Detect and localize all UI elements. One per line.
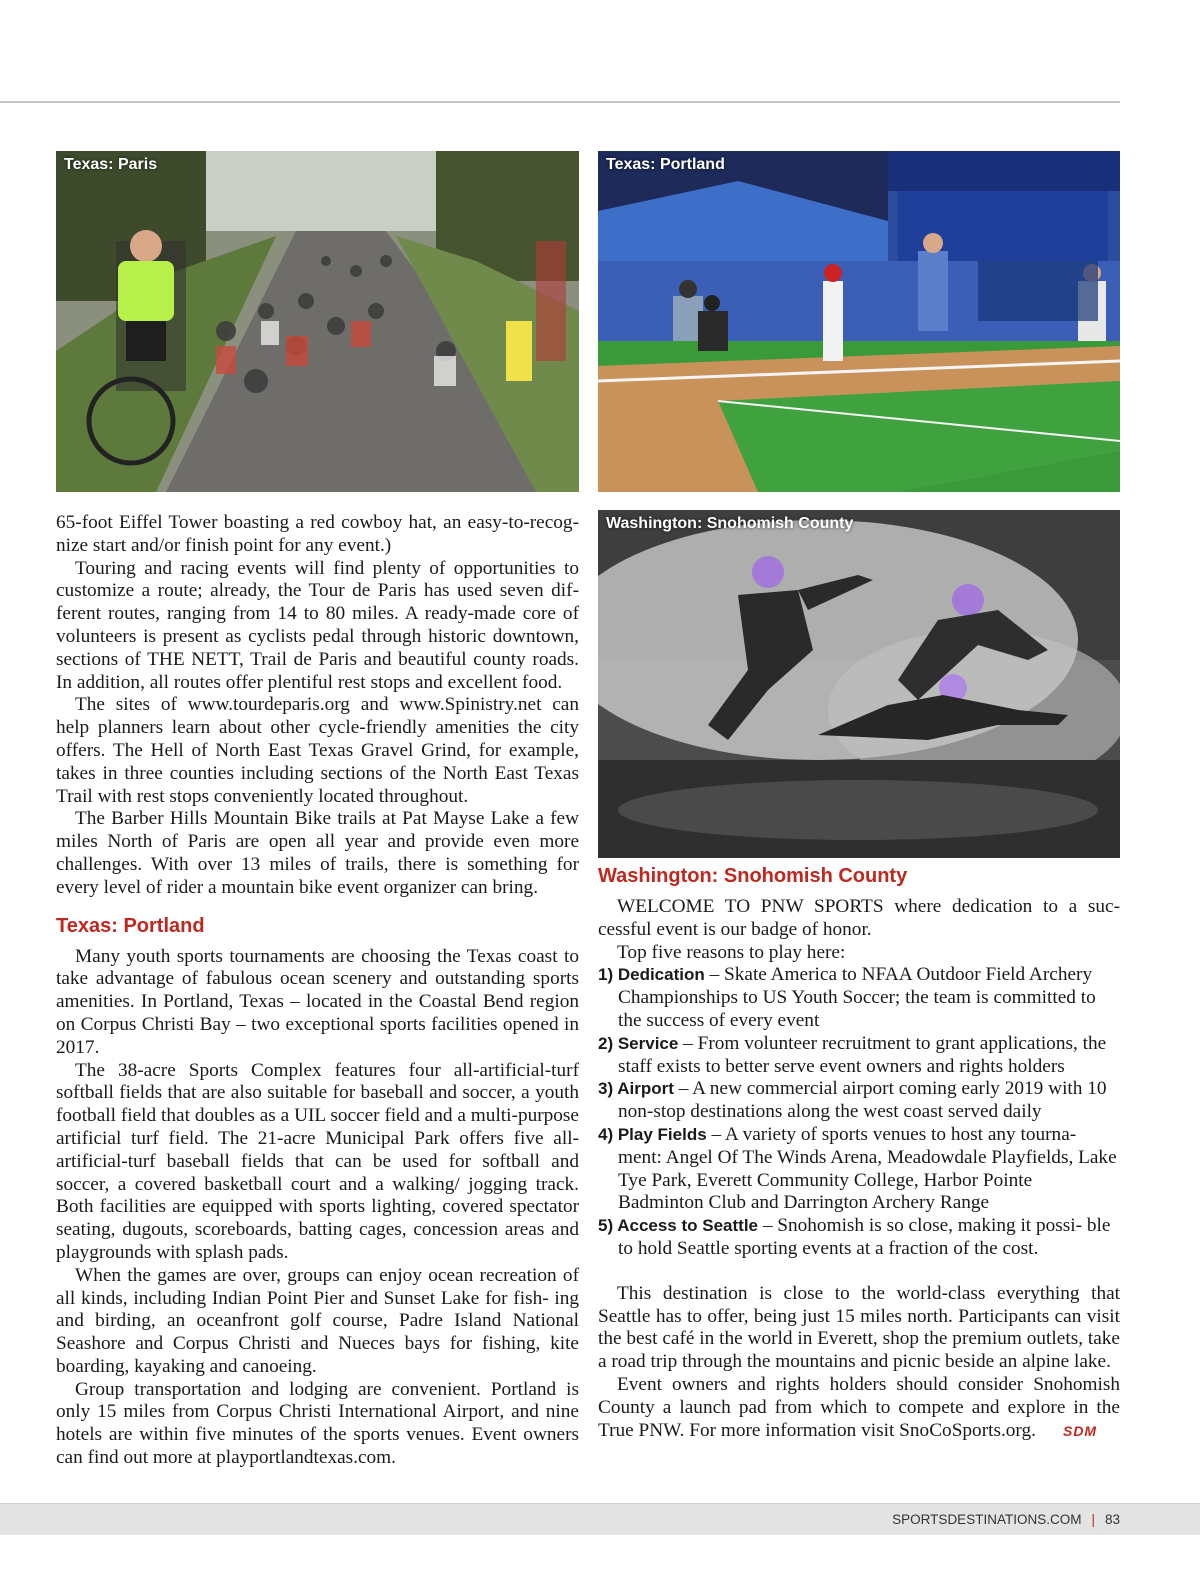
paragraph: The 38-acre Sports Complex features four all-artificial-turf softball fields that are also suitable for baseball and soccer, a youth football field that doubles as a UIL soccer field and a multi-purpose artificial turf field. The 21-acre Municipal Park offers five all-artificial-turf baseball fields that can be used for softball and soccer, a covered basketball court and a walking/ jogging track. Both facilities are equipped with sports lighting, covered spectator seating, dugouts, scoreboards, batting cages, concession areas and playgrounds with splash pads. xyxy=(56,1059,579,1263)
photo-texas-portland xyxy=(598,151,1120,492)
list-item xyxy=(598,1124,1120,1215)
paragraph: The sites of www.tourdeparis.org and www.Spinistry.net can help planners learn about other cycle-friendly amenities the city offers. The Hell of North East Texas Gravel Grind, for example, takes in three counties including sections of the North East Texas Trail with rest stops conveniently located throughout. xyxy=(56,694,579,807)
paragraph: Top five reasons to play here: xyxy=(617,941,846,963)
right-column xyxy=(598,864,1120,1442)
list-item-text: – Skate America to NFAA Outdoor Field Archery Championships to US Youth Soccer; the team is committed to the success of every event xyxy=(618,964,1096,1031)
photo-caption: Texas: Portland xyxy=(606,156,725,173)
paragraph: This destination is close to the world-class everything that Seattle has to offer, being just 15 miles north. Participants can visit the best café in the world in Everett, shop the premium outlets, take a road trip through the mountains and picnic beside an alpine lake. xyxy=(598,1282,1120,1373)
footer-site: SPORTSDESTINATIONS.COM xyxy=(892,1512,1082,1527)
baseball-photo xyxy=(598,151,1120,492)
list-item-lead: 2) Service xyxy=(598,1033,679,1053)
paragraph: When the games are over, groups can enjoy ocean recreation of all kinds, including Indian Point Pier and Sunset Lake for fish- ing and birding, an oceanfront golf course, Padre Island National Seashore and Corpus Christi and Nueces bays for fishing, kite boarding, kayaking and canoeing. xyxy=(56,1264,579,1377)
paragraph xyxy=(598,1374,1120,1442)
list-item-lead: 5) Access to Seattle xyxy=(598,1216,758,1236)
list-item-text: – A new commercial airport coming early 2019 with 10 non-stop destinations along the west coast served daily xyxy=(618,1078,1107,1123)
list-item-text: – From volunteer recruitment to grant applications, the staff exists to better serve event owners and rights holders xyxy=(618,1032,1107,1077)
list-item-lead: 3) Airport xyxy=(598,1079,674,1099)
section-heading-washington-snohomish: Washington: Snohomish County xyxy=(598,865,908,887)
paragraph: Touring and racing events will find plenty of opportunities to customize a route; already, the Tour de Paris has used seven dif- ferent routes, ranging from 14 to 80 miles. A ready-made core of volunteers is present as cyclists pedal through historic downtown, sections of THE NETT, Trail de Paris and beautiful county roads. In addition, all routes offer plentiful rest stops and excellent food. xyxy=(56,557,579,693)
footer-separator: | xyxy=(1091,1512,1095,1527)
cyclists-photo xyxy=(56,151,579,492)
list-item-lead: 4) Play Fields xyxy=(598,1124,707,1144)
paragraph: Many youth sports tournaments are choosing the Texas coast to take advantage of fabulous ocean scenery and outstanding sports amenities. In Portland, Texas – located in the Coastal Bend region on Corpus Christi Bay – two exceptional sports facilities opened in 2017. xyxy=(56,945,579,1058)
paragraph: WELCOME TO PNW SPORTS where dedication to a suc- cessful event is our badge of honor. xyxy=(598,896,1120,940)
list-item-lead: 1) Dedication xyxy=(598,965,705,985)
spacer xyxy=(598,1261,1120,1283)
photo-caption: Washington: Snohomish County xyxy=(606,515,854,532)
photo-caption: Texas: Paris xyxy=(64,156,158,173)
list-item xyxy=(598,1078,1120,1124)
list-item xyxy=(598,1215,1120,1261)
photo-texas-paris xyxy=(56,151,579,492)
list-item-text: – A variety of sports venues to host any tourna- ment: Angel Of The Winds Arena, Meadowdale Playfields, Lake Tye Park, Everett Community College, Harbor Pointe Badminton Club and Darrington Archery Range xyxy=(618,1123,1117,1214)
list-item-text: – Snohomish is so close, making it possi- ble to hold Seattle sporting events at a fraction of the cost. xyxy=(618,1215,1111,1259)
left-column xyxy=(56,512,579,1470)
paragraph-text: Event owners and rights holders should consider Snohomish County a launch pad from which to compete and explore in the True PNW. For more information visit SnoCoSports.org. xyxy=(598,1373,1120,1441)
paragraph: Group transportation and lodging are convenient. Portland is only 15 miles from Corpus Christi International Airport, and nine hotels are within five minutes of the sports venues. Event owners can find out more at playportlandtexas.com. xyxy=(56,1378,579,1469)
list-item xyxy=(598,964,1120,1032)
paragraph: The Barber Hills Mountain Bike trails at Pat Mayse Lake a few miles North of Paris are open all year and provide even more challenges. With over 13 miles of trails, there is something for every level of rider a mountain bike event organizer can bring. xyxy=(56,808,579,898)
sdm-end-mark: SDM xyxy=(1062,1422,1098,1439)
top-rule xyxy=(0,101,1120,103)
list-item xyxy=(598,1033,1120,1079)
paragraph: 65-foot Eiffel Tower boasting a red cowboy hat, an easy-to-recog- nize start and/or finish point for any event.) xyxy=(56,512,579,556)
photo-washington-snohomish xyxy=(598,510,1120,858)
reasons-list xyxy=(598,964,1120,1260)
section-heading-texas-portland: Texas: Portland xyxy=(56,914,205,937)
page-number: 83 xyxy=(1104,1512,1120,1527)
swimmers-photo xyxy=(598,510,1120,858)
footer xyxy=(892,1512,1120,1527)
